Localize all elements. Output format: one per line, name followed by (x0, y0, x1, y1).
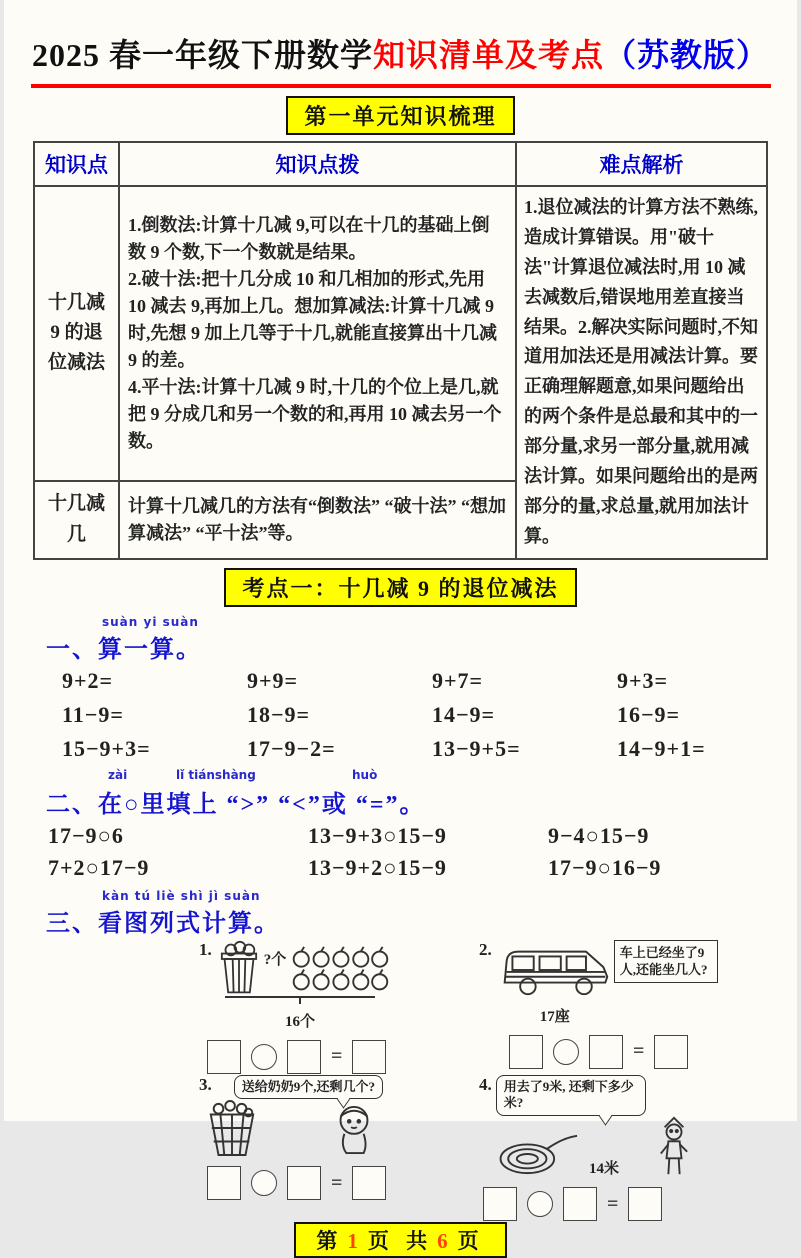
total-brace (225, 992, 375, 1031)
problem-2 (479, 940, 764, 1075)
operator-circle[interactable] (527, 1191, 553, 1217)
difficulty-cell: 1.退位减法的计算方法不熟练,造成计算错误。用"破十法"计算退位减法时,用 10 减去减数后,错误地用差直接当结果。2.解决实际问题时,不知道用加法还是用减法计算。要正确理解题意,如果问题给出的两个条件是总最和其中的一部分量,求另一部分量,就用减法计算。如果问题给出的是两部分的量,求总量,就用加法计算。 (516, 186, 767, 559)
compare-equation: 13−9+3○15−9 (308, 822, 447, 848)
fruit-basket-icon (216, 940, 262, 996)
points-cell-2: 计算十几减几的方法有“倒数法” “破十法” “想加算减法” “平十法”等。 (119, 481, 516, 559)
header-knowledge-point: 知识点 (34, 142, 119, 186)
section-two-pinyin-zai: zài (108, 767, 128, 782)
problem-4 (479, 1075, 764, 1223)
answer-box[interactable] (352, 1166, 386, 1200)
title-part-blue: （苏教版） (604, 37, 770, 73)
problem-number: 4. (479, 1074, 492, 1094)
equation: 14−9+1= (617, 735, 706, 761)
pinyin-spacer (46, 767, 797, 784)
answer-box[interactable] (483, 1187, 517, 1221)
equation: 14−9= (432, 701, 496, 727)
equation: 9+2= (62, 667, 114, 693)
speech-bubble: 用去了9米, 还剩下多少米? (496, 1075, 646, 1117)
answer-box[interactable] (589, 1035, 623, 1069)
table-row (34, 186, 767, 481)
equation: 16−9= (617, 701, 681, 727)
header-knowledge-tips: 知识点拨 (119, 142, 516, 186)
question-text-box: 车上已经坐了9人,还能坐几人? (614, 940, 718, 983)
equation: 9+9= (247, 667, 299, 693)
seat-count-label: 17座 (539, 1008, 570, 1025)
answer-row-3 (207, 1165, 424, 1201)
compare-equation: 7+2○17−9 (48, 854, 150, 880)
section-two-problems (48, 823, 797, 881)
section-two-pinyin-huo: huò (352, 767, 378, 782)
problem-1 (199, 940, 424, 1075)
section-two-title: 二、在○里填上 “>” “<”或 “=”。 (46, 791, 426, 818)
section-one-header (46, 615, 797, 664)
problem-number: 1. (199, 939, 212, 959)
title-part-red: 知识清单及考点 (372, 37, 604, 73)
answer-row-4 (483, 1186, 764, 1222)
problem-3 (199, 1075, 424, 1223)
compare-equation: 13−9+2○15−9 (308, 854, 447, 880)
equation: 9+7= (432, 667, 484, 693)
answer-box[interactable] (287, 1040, 321, 1074)
rope-length-label: 14米 (589, 1161, 620, 1178)
compare-equation: 17−9○16−9 (548, 854, 662, 880)
answer-box[interactable] (563, 1187, 597, 1221)
compare-equation: 9−4○15−9 (548, 822, 650, 848)
exam-point-banner: 考点一：十几减 9 的退位减法 (224, 568, 576, 607)
answer-box[interactable] (352, 1040, 386, 1074)
section-one-problems (62, 668, 797, 762)
rope-coil-icon (491, 1130, 579, 1178)
operator-circle[interactable] (251, 1170, 277, 1196)
title-part-black: 2025 春一年级下册数学 (31, 37, 373, 73)
group-total-label: 16个 (284, 1013, 315, 1030)
footer-middle: 页 共 (367, 1229, 434, 1254)
section-one-title: 一、算一算。 (46, 636, 202, 663)
equals-sign: = (633, 1040, 645, 1062)
unit-banner: 第一单元知识梳理 (286, 96, 514, 135)
section-two-pinyin-litianshang: lǐ tiánshàng (176, 767, 256, 782)
section-three-header (46, 889, 797, 938)
peach-group-icon (288, 944, 392, 996)
answer-box[interactable] (509, 1035, 543, 1069)
equation: 9+3= (617, 667, 669, 693)
cone-basket-icon (205, 1099, 259, 1157)
problem-number: 2. (479, 939, 492, 959)
knowledge-table (33, 141, 768, 560)
section-three-title: 三、看图列式计算。 (46, 910, 280, 937)
operator-circle[interactable] (553, 1039, 579, 1065)
speech-bubble: 送给奶奶9个,还剩几个? (234, 1075, 383, 1100)
section-three-pinyin: kàn tú liè shì jì suàn (102, 888, 261, 903)
basket-count-label: ?个 (263, 951, 287, 968)
section-two-header (46, 767, 797, 819)
equals-sign: = (607, 1192, 619, 1215)
header-difficulty: 难点解析 (516, 142, 767, 186)
operator-circle[interactable] (251, 1044, 277, 1070)
equation: 15−9+3= (62, 735, 151, 761)
section-one-pinyin: suàn yi suàn (102, 614, 199, 629)
answer-box[interactable] (654, 1035, 688, 1069)
equals-sign: = (331, 1171, 343, 1194)
equation: 18−9= (247, 701, 311, 727)
answer-row-2 (509, 1034, 764, 1070)
page-title (31, 30, 771, 88)
picture-problems (199, 940, 797, 1223)
answer-box[interactable] (628, 1187, 662, 1221)
equation: 17−9−2= (247, 735, 336, 761)
equals-sign: = (331, 1045, 343, 1067)
points-cell-1: 1.倒数法:计算十几减 9,可以在十几的基础上倒数 9 个数,下一个数就是结果。 2.破十法:把十几分成 10 和几相加的形式,先用 10 减去 9,再加上几。想加算减法:计算十几减 9 时,先想 9 加上几等于十几,就能直接算出十几减 9 的差。 4.平十法:计算十几减 9 时,十几的个位上是几,就把 9 分成几和另一个数的和,再用 10 减去另一个数。 (119, 186, 516, 481)
topic-cell-1: 十几减 9 的退 位减法 (34, 186, 119, 481)
footer-prefix: 第 (316, 1229, 344, 1254)
topic-cell-2: 十几减 几 (34, 481, 119, 559)
boy-icon (655, 1116, 693, 1178)
footer-current-page: 1 (347, 1229, 364, 1254)
footer-suffix: 页 (457, 1229, 485, 1254)
page-footer (294, 1222, 506, 1258)
brace-line-icon (225, 995, 375, 1005)
equation: 11−9= (62, 701, 124, 727)
van-icon (496, 940, 614, 1000)
footer-total-pages: 6 (437, 1229, 454, 1254)
problem-number: 3. (199, 1074, 212, 1094)
worksheet-page (4, 0, 797, 1254)
answer-row-1 (207, 1039, 424, 1075)
equation: 13−9+5= (432, 735, 521, 761)
answer-box[interactable] (207, 1040, 241, 1074)
girl-icon (329, 1103, 379, 1157)
table-header-row (34, 142, 767, 186)
compare-equation: 17−9○6 (48, 822, 124, 848)
answer-box[interactable] (287, 1166, 321, 1200)
answer-box[interactable] (207, 1166, 241, 1200)
